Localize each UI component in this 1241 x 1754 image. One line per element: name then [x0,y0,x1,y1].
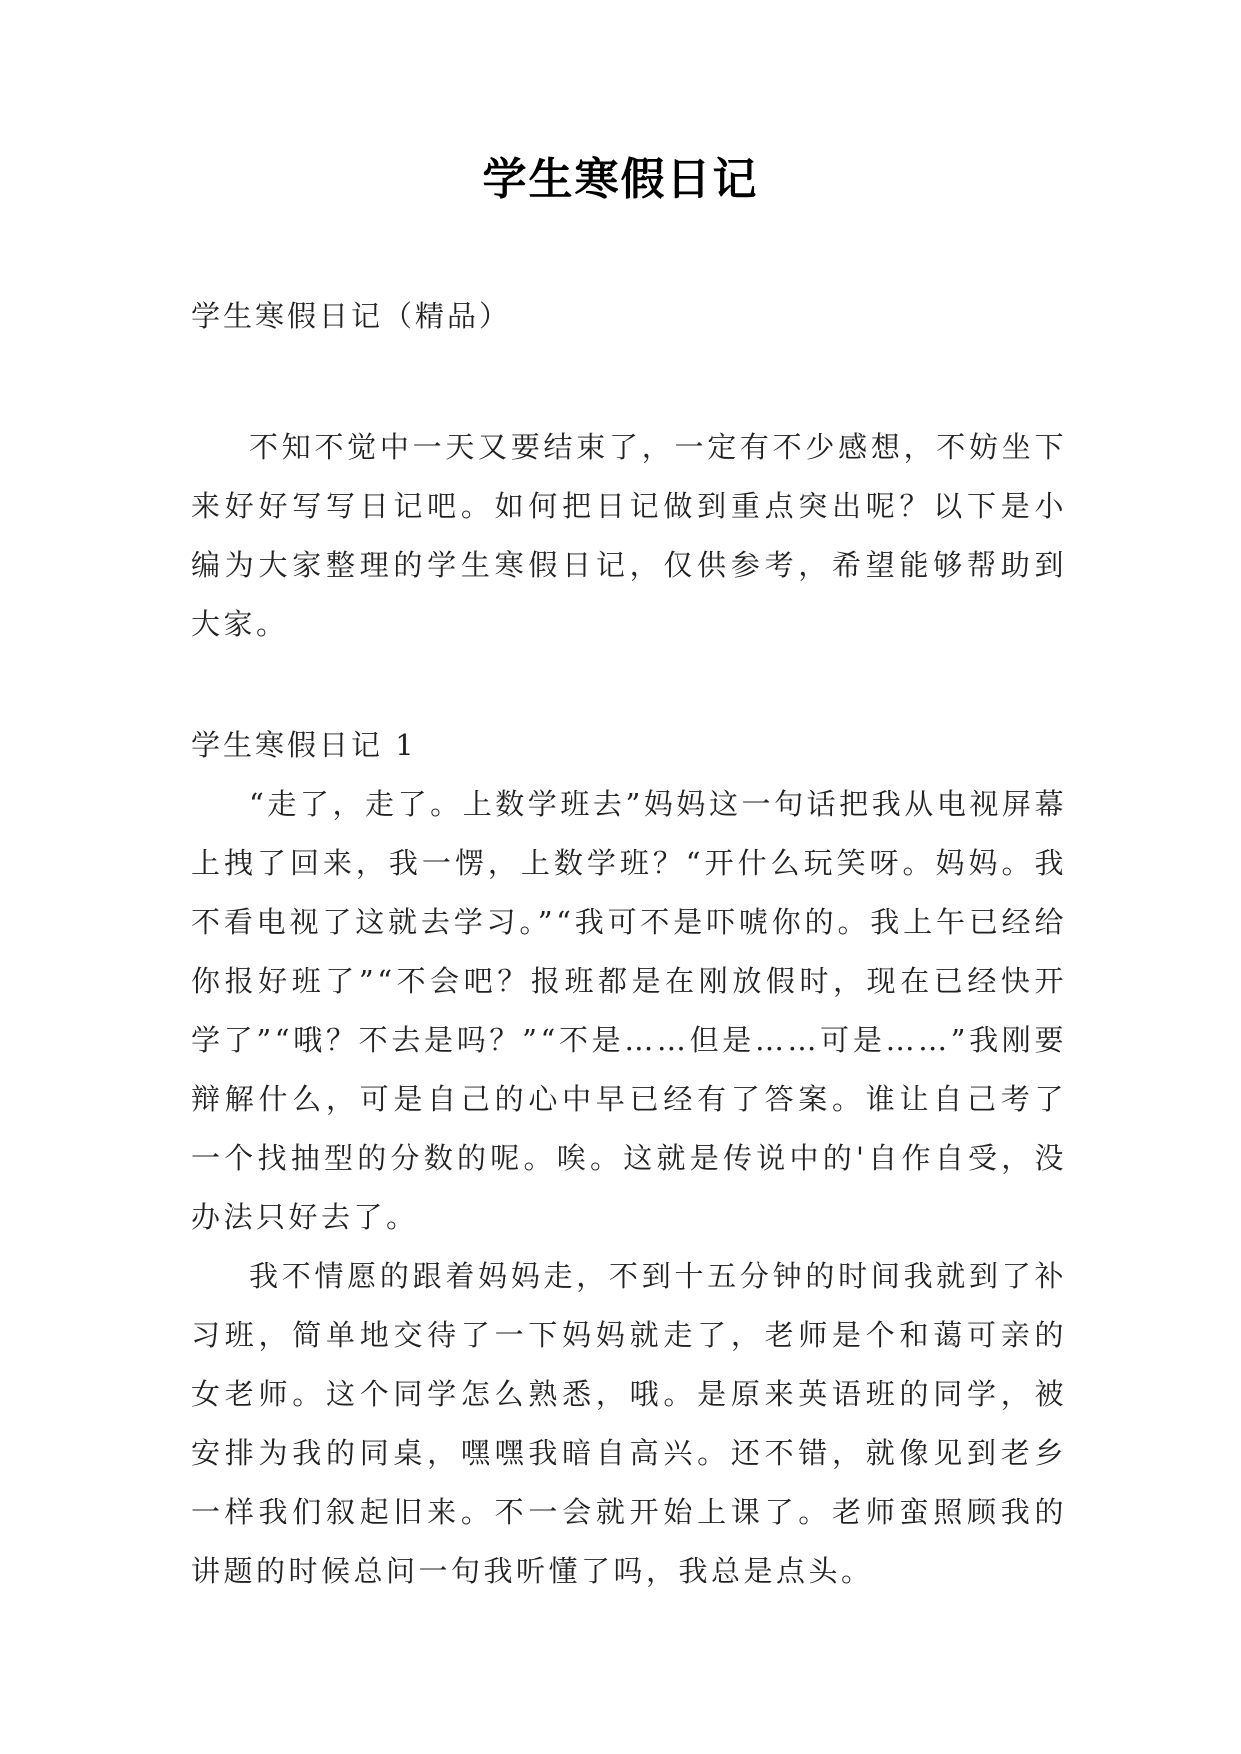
document-body [191,286,1067,1601]
body-paragraph: “走了，走了。上数学班去”妈妈这一句话把我从电视屏幕上拽了回来，我一愣，上数学班？“开什么玩笑呀。妈妈。我不看电视了这就去学习。”“我可不是吓唬你的。我上午已经给你报好班了”“不会吧？报班都是在刚放假时，现在已经快开学了”“哦？不去是吗？”“不是……但是……可是……”我刚要辩解什么，可是自己的心中早已经有了答案。谁让自己考了一个找抽型的分数的呢。唉。这就是传说中的'自作自受，没办法只好去了。 [191,787,1067,1234]
body-paragraph: 我不情愿的跟着妈妈走，不到十五分钟的时间我就到了补习班，简单地交待了一下妈妈就走了，老师是个和蔼可亲的女老师。这个同学怎么熟悉，哦。是原来英语班的同学，被安排为我的同桌，嘿嘿我暗自高兴。还不错，就像见到老乡一样我们叙起旧来。不一会就开始上课了。老师蛮照顾我的讲题的时候总问一句我听懂了吗，我总是点头。 [191,1259,1067,1588]
document-subtitle: 学生寒假日记（精品） [191,299,512,333]
intro-paragraph: 不知不觉中一天又要结束了，一定有不少感想，不妨坐下来好好写写日记吧。如何把日记做到重点突出呢？以下是小编为大家整理的学生寒假日记，仅供参考，希望能够帮助到大家。 [191,430,1067,641]
section-heading: 学生寒假日记 1 [191,728,417,762]
document-title: 学生寒假日记 [482,154,759,205]
